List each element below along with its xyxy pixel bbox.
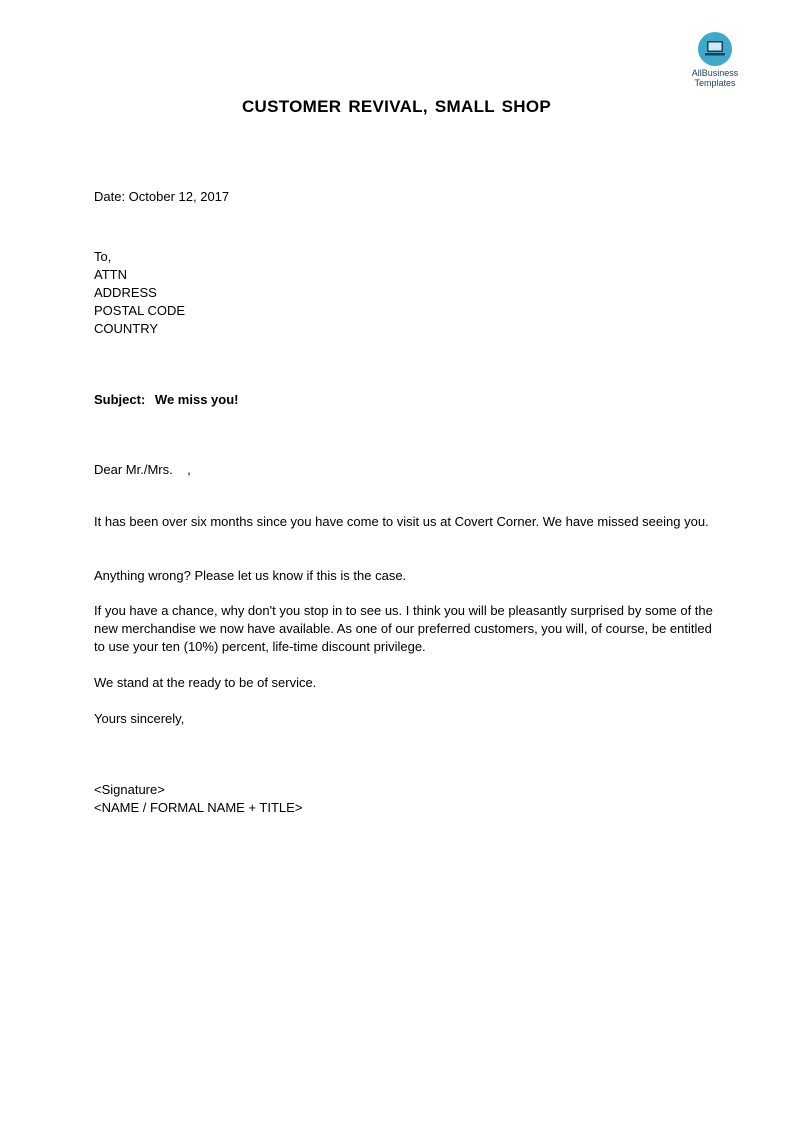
subject-label: Subject:: [94, 392, 146, 407]
document-title: CUSTOMER REVIVAL, SMALL SHOP: [241, 97, 552, 116]
logo-text: [682, 68, 748, 88]
recipient-country: COUNTRY: [94, 321, 159, 336]
laptop-icon: [698, 32, 732, 66]
recipient-postal-code: POSTAL CODE: [94, 303, 186, 318]
recipient-address: ADDRESS: [94, 285, 157, 300]
signature-block: [94, 781, 714, 817]
brand-logo[interactable]: [682, 32, 748, 88]
logo-name-line2: Templates: [694, 78, 736, 88]
recipient-attn: ATTN: [94, 267, 127, 282]
recipient-to: To,: [94, 249, 112, 264]
body-paragraph-3: If you have a chance, why don't you stop in to see us. I think you will be pleasantly surprised by some of the new merchandise we now have available. As one of our preferred customers, you will, of course, be entitled to use your ten (10%) percent, life-time discount privilege.: [94, 603, 713, 654]
body-paragraph-1: It has been over six months since you have come to visit us at Covert Corner. We have missed seeing you.: [94, 514, 709, 529]
salutation: Dear Mr./Mrs. ,: [94, 462, 191, 477]
closing: Yours sincerely,: [94, 711, 185, 726]
signer-name-title: <NAME / FORMAL NAME + TITLE>: [94, 800, 303, 815]
recipient-address-block: [94, 248, 714, 338]
subject-text: We miss you!: [154, 392, 239, 407]
signature-placeholder: <Signature>: [94, 782, 165, 797]
body-paragraph-4: We stand at the ready to be of service.: [94, 675, 317, 690]
subject-line: [94, 391, 714, 409]
logo-name-line1: AllBusiness: [691, 68, 739, 78]
letter-date: Date: October 12, 2017: [94, 189, 230, 204]
body-paragraph-2: Anything wrong? Please let us know if this is the case.: [94, 568, 407, 583]
